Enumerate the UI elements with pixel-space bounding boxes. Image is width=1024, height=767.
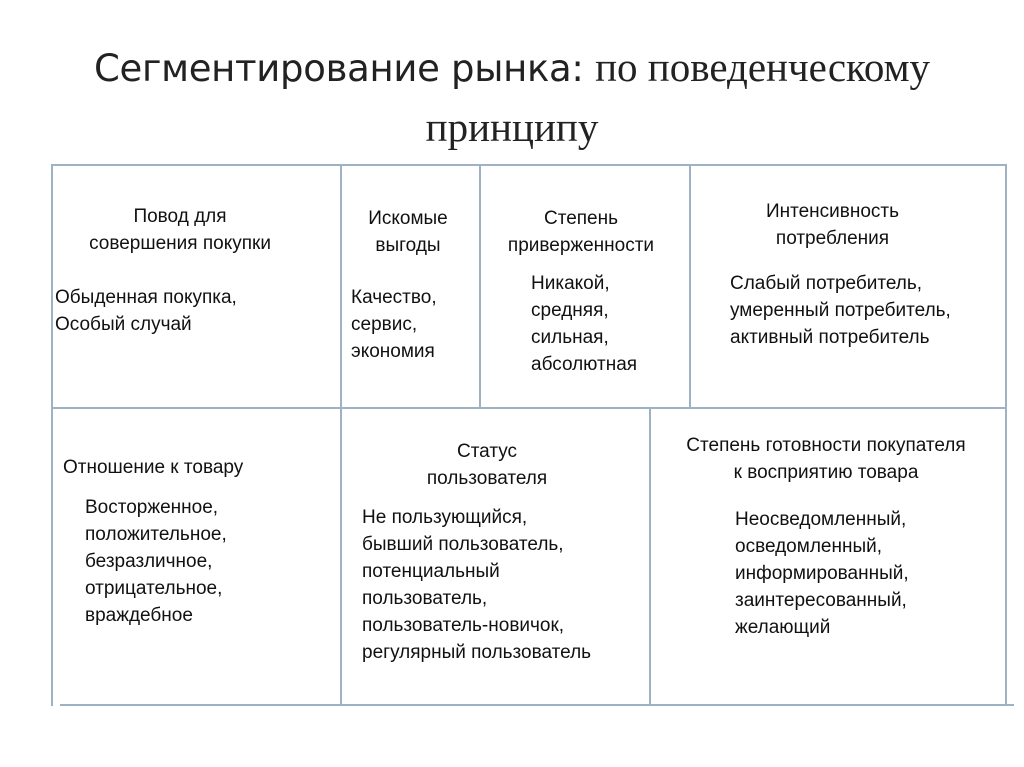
divider-r1-3	[689, 164, 691, 409]
table-border-top	[52, 164, 1006, 166]
values-loyalty-degree: Никакой, средняя, сильная, абсолютная	[531, 273, 638, 375]
title-main: Сегментирование рынка:	[93, 47, 596, 90]
heading-benefits-sought: Искомые выгоды	[368, 208, 448, 256]
heading-readiness-degree: Степень готовности покупателя к восприятию товара	[686, 435, 966, 483]
table-border-left	[51, 164, 53, 706]
title-line2: принципу	[425, 104, 599, 150]
values-purchase-occasion: Обыденная покупка, Особый случай	[55, 287, 237, 335]
divider-r1-1	[340, 164, 342, 409]
table-border-right	[1005, 164, 1007, 706]
heading-user-status: Статус пользователя	[426, 441, 548, 489]
values-user-status: Не пользующийся, бывший пользователь, потенциальный пользователь, пользователь-новичок, регулярный пользователь	[362, 507, 592, 663]
heading-product-attitude: Отношение к товару	[63, 457, 244, 478]
values-benefits-sought: Качество, сервис, экономия	[351, 287, 437, 362]
divider-r2-2	[649, 407, 651, 706]
title-rest: по поведенческому	[595, 44, 931, 90]
values-consumption-intensity: Слабый потребитель, умеренный потребитель, активный потребитель	[730, 273, 951, 348]
table-border-bottom	[60, 704, 1014, 706]
heading-loyalty-degree: Степень приверженности	[507, 208, 655, 256]
values-readiness-degree: Неосведомленный, осведомленный, информированный, заинтересованный, желающий	[735, 509, 909, 638]
heading-purchase-occasion: Повод для совершения покупки	[89, 206, 271, 254]
heading-consumption-intensity: Интенсивность потребления	[765, 201, 900, 249]
values-product-attitude: Восторженное, положительное, безразличное, отрицательное, враждебное	[85, 497, 227, 626]
divider-r1-2	[479, 164, 481, 409]
divider-r2-1	[340, 407, 342, 706]
table-border-middle	[52, 407, 1006, 409]
